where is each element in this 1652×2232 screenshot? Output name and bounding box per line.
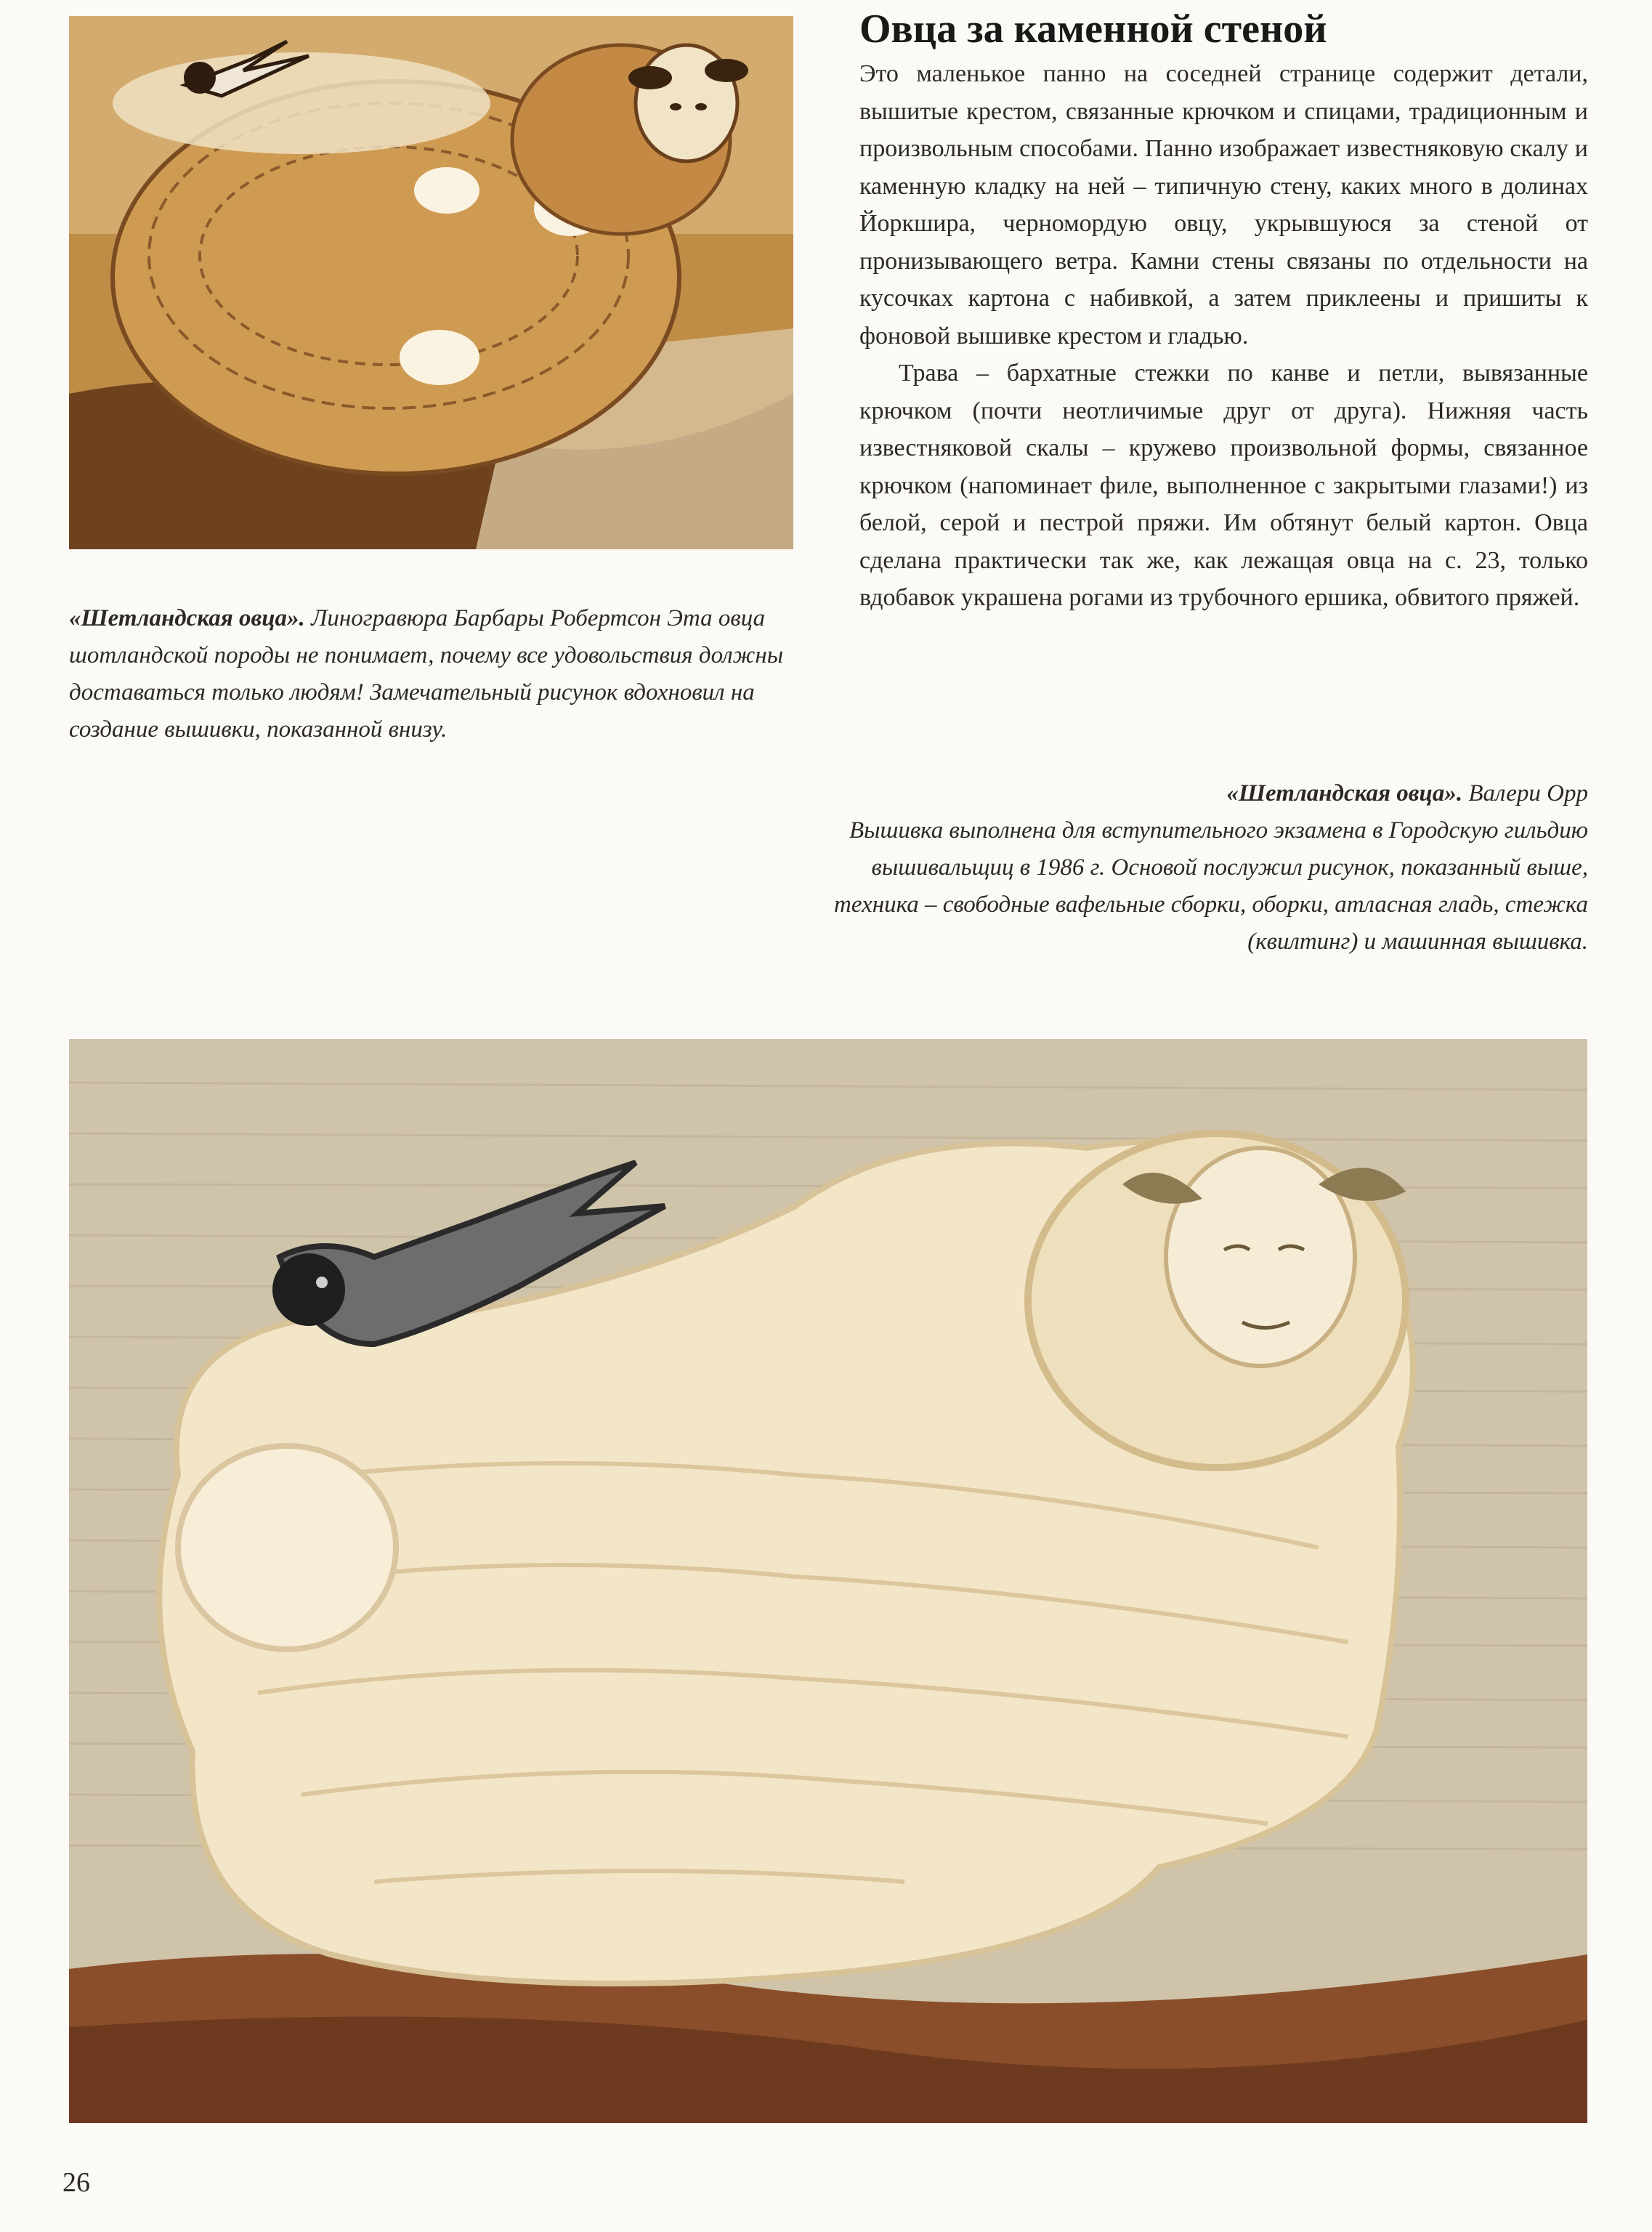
linocut-sheep-drawing <box>69 16 793 549</box>
embroidery-sheep-image <box>69 1039 1587 2123</box>
linocut-sheep-image <box>69 16 793 549</box>
body-paragraph-2: Трава – бархатные стежки по канве и петли, вывязанные крючком (почти неотличимые друг от друга). Нижняя часть известняковой скалы – кружево произвольной формы, связанное крючком (напоминает филе, выполненное с закрытыми глазами!) из белой, серой и пестрой пряжи. Им обтянут белый картон. Овца сделана практически так же, как лежащая овца на с. 23, только вдобавок украшена рогами из трубочного ершика, обвитого пряжей. <box>859 360 1588 611</box>
linocut-caption-text: Линогравюра Барбары Робертсон Эта овца шотландской породы не понимает, почему все удовольствия должны доставаться только людям! Замечательный рисунок вдохновил на создание вышивки, показанной внизу. <box>69 605 784 743</box>
embroidery-caption <box>821 775 1588 961</box>
page-number: 26 <box>62 2167 90 2198</box>
embroidery-caption-author: Валери Орр <box>1468 780 1588 806</box>
linocut-caption <box>69 600 795 748</box>
embroidery-caption-text: Вышивка выполнена для вступительного экзамена в Городскую гильдию вышивальщиц в 1986 г. Основой послужил рисунок, показанный выше, техника – свободные вафельные сборки, оборки, атласная гладь, стежка (квилтинг) и машинная вышивка. <box>834 817 1588 955</box>
embroidery-sheep-drawing <box>69 1039 1587 2123</box>
article-body <box>859 55 1588 617</box>
body-paragraph-1: Это маленькое панно на соседней странице содержит детали, вышитые крестом, связанные крючком и спицами, традиционным и произвольным способами. Панно изображает известняковую скалу и каменную кладку на ней – типичную стену, каких много в долинах Йоркшира, черномордую овцу, укрывшуюся за стеной от пронизывающего ветра. Камни стены связаны по отдельности на кусочках картона с набивкой, а затем приклеены и пришиты к фоновой вышивке крестом и гладью. <box>859 60 1588 349</box>
embroidery-caption-title: «Шетландская овца». <box>1226 780 1463 806</box>
page-title: Овца за каменной стеной <box>859 7 1327 52</box>
linocut-caption-title: «Шетландская овца». <box>69 605 305 631</box>
